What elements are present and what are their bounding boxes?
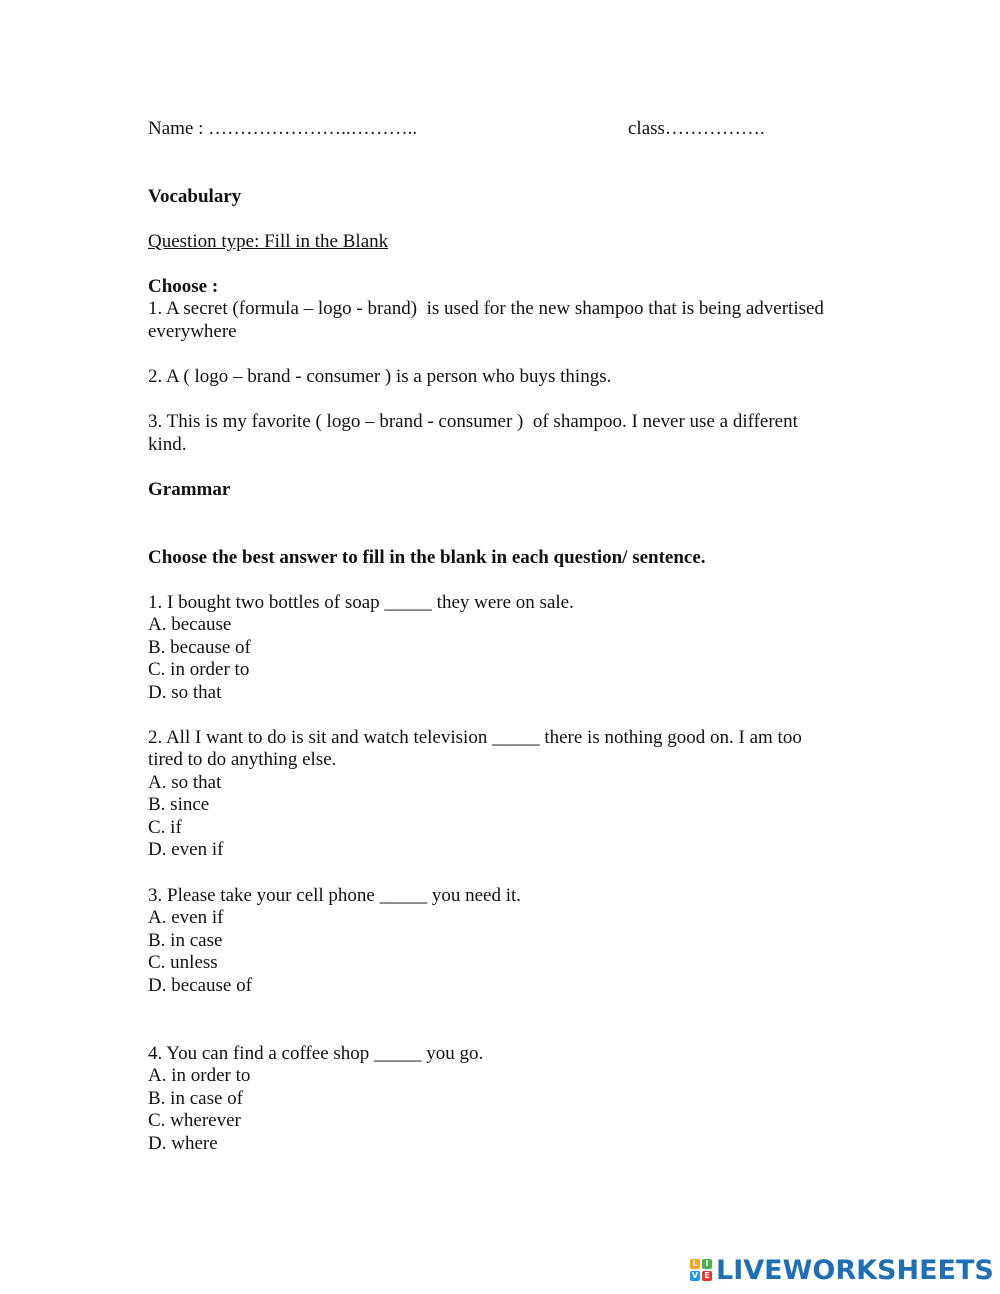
answer-option[interactable]: A. so that [148, 772, 222, 793]
vocab-question-2: 2. A ( logo – brand - consumer ) is a person who buys things. [148, 366, 612, 387]
vocab-question-3: 3. This is my favorite ( logo – brand - consumer ) of shampoo. I never use a different [148, 411, 798, 432]
answer-option[interactable]: A. even if [148, 907, 224, 928]
answer-option[interactable]: C. unless [148, 952, 218, 973]
answer-option[interactable]: A. in order to [148, 1065, 251, 1086]
answer-option[interactable]: D. because of [148, 975, 252, 996]
answer-option[interactable]: C. wherever [148, 1110, 241, 1131]
vocab-question-1: 1. A secret (formula – logo - brand) is used for the new shampoo that is being advertised [148, 298, 824, 319]
vocab-question-3-cont: kind. [148, 434, 187, 455]
grammar-question-2: 2. All I want to do is sit and watch television _____ there is nothing good on. I am too [148, 727, 802, 748]
answer-option[interactable]: D. so that [148, 682, 222, 703]
answer-option[interactable]: B. because of [148, 637, 251, 658]
answer-option[interactable]: D. where [148, 1133, 218, 1154]
answer-option[interactable]: B. since [148, 794, 210, 815]
liveworksheets-logo-text: LIVEWORKSHEETS [716, 1254, 994, 1286]
name-field: Name : …………………..……….. [148, 118, 418, 139]
answer-option[interactable]: D. even if [148, 839, 224, 860]
vocab-question-1-cont: everywhere [148, 321, 237, 342]
answer-option[interactable]: B. in case of [148, 1088, 243, 1109]
liveworksheets-logo [690, 1253, 994, 1287]
question-type: Question type: Fill in the Blank [148, 231, 389, 252]
class-field: class……………. [628, 118, 765, 139]
section-title-vocabulary: Vocabulary [148, 186, 242, 207]
grammar-question-4: 4. You can find a coffee shop _____ you go. [148, 1043, 484, 1064]
answer-option[interactable]: A. because [148, 614, 232, 635]
grammar-question-1: 1. I bought two bottles of soap _____ they were on sale. [148, 592, 574, 613]
grammar-instruction: Choose the best answer to fill in the blank in each question/ sentence. [148, 547, 706, 568]
grammar-question-3: 3. Please take your cell phone _____ you need it. [148, 885, 522, 906]
answer-option[interactable]: C. if [148, 817, 182, 838]
answer-option[interactable]: C. in order to [148, 659, 250, 680]
grammar-question-2-cont: tired to do anything else. [148, 749, 337, 770]
choose-label: Choose : [148, 276, 219, 297]
liveworksheets-logo-icon: L I V E [690, 1259, 712, 1281]
answer-option[interactable]: B. in case [148, 930, 223, 951]
section-title-grammar: Grammar [148, 479, 231, 500]
